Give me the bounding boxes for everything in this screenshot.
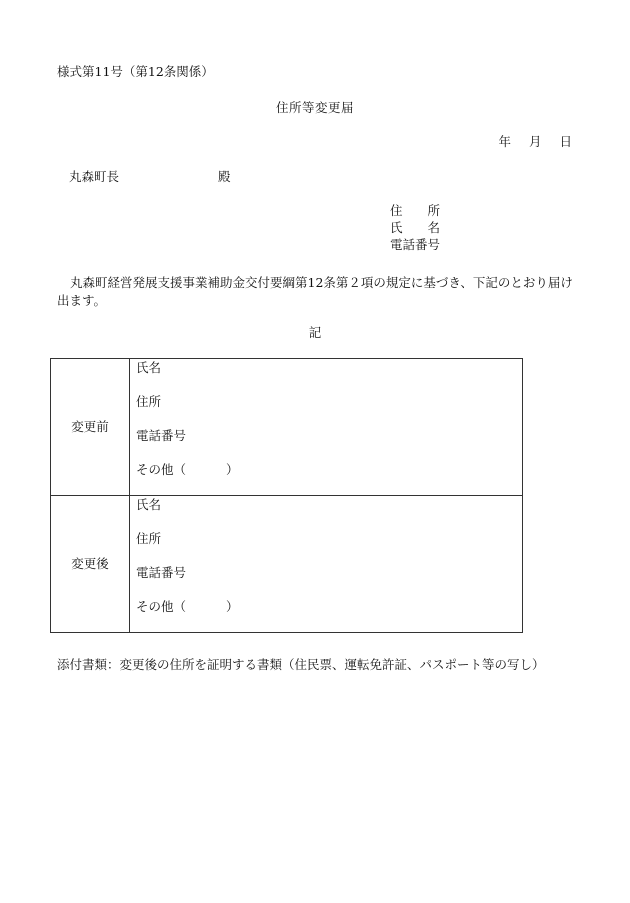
section-before [51,359,523,496]
applicant-name-label[interactable]: 氏 名 [390,220,441,235]
applicant-phone-label[interactable]: 電話番号 [390,237,441,252]
field-other-after[interactable] [130,598,522,632]
field-phone-before[interactable]: 電話番号 [136,428,187,443]
ki-heading: 記 [308,325,322,340]
body-text: 丸森町経営発展支援事業補助金交付要綱第12条第２項の規定に基づき、下記のとおり届け出ます。 [57,275,573,308]
field-name-before[interactable]: 氏名 [136,360,162,375]
applicant-address-label[interactable]: 住 所 [390,203,441,218]
field-address-after[interactable]: 住所 [136,531,162,546]
addressee-honorific: 殿 [218,169,231,184]
attachments-note: 添付書類：変更後の住所を証明する書類（住民票、運転免許証、パスポート等の写し） [57,657,545,672]
other-close: ） [226,462,239,477]
date-month[interactable]: 月 [528,134,542,149]
other-label: その他（ [136,462,187,477]
addressee [69,169,231,184]
section-label-after: 変更後 [51,496,130,633]
date-year[interactable]: 年 [498,134,511,149]
field-other-before[interactable] [130,461,522,495]
section-label-before: 変更前 [51,359,130,496]
change-table [50,358,523,633]
field-phone-after[interactable]: 電話番号 [136,565,187,580]
form-number: 様式第11号（第12条関係） [57,64,214,79]
fields-after [130,496,523,633]
addressee-name: 丸森町長 [69,169,120,184]
page-title: 住所等変更届 [275,100,354,115]
field-name-after[interactable]: 氏名 [136,497,162,512]
section-after [51,496,523,633]
other-label: その他（ [136,599,187,614]
other-close: ） [226,599,239,614]
date-line [484,136,572,149]
field-address-before[interactable]: 住所 [136,394,162,409]
date-day[interactable]: 日 [559,134,572,149]
fields-before [130,359,523,496]
